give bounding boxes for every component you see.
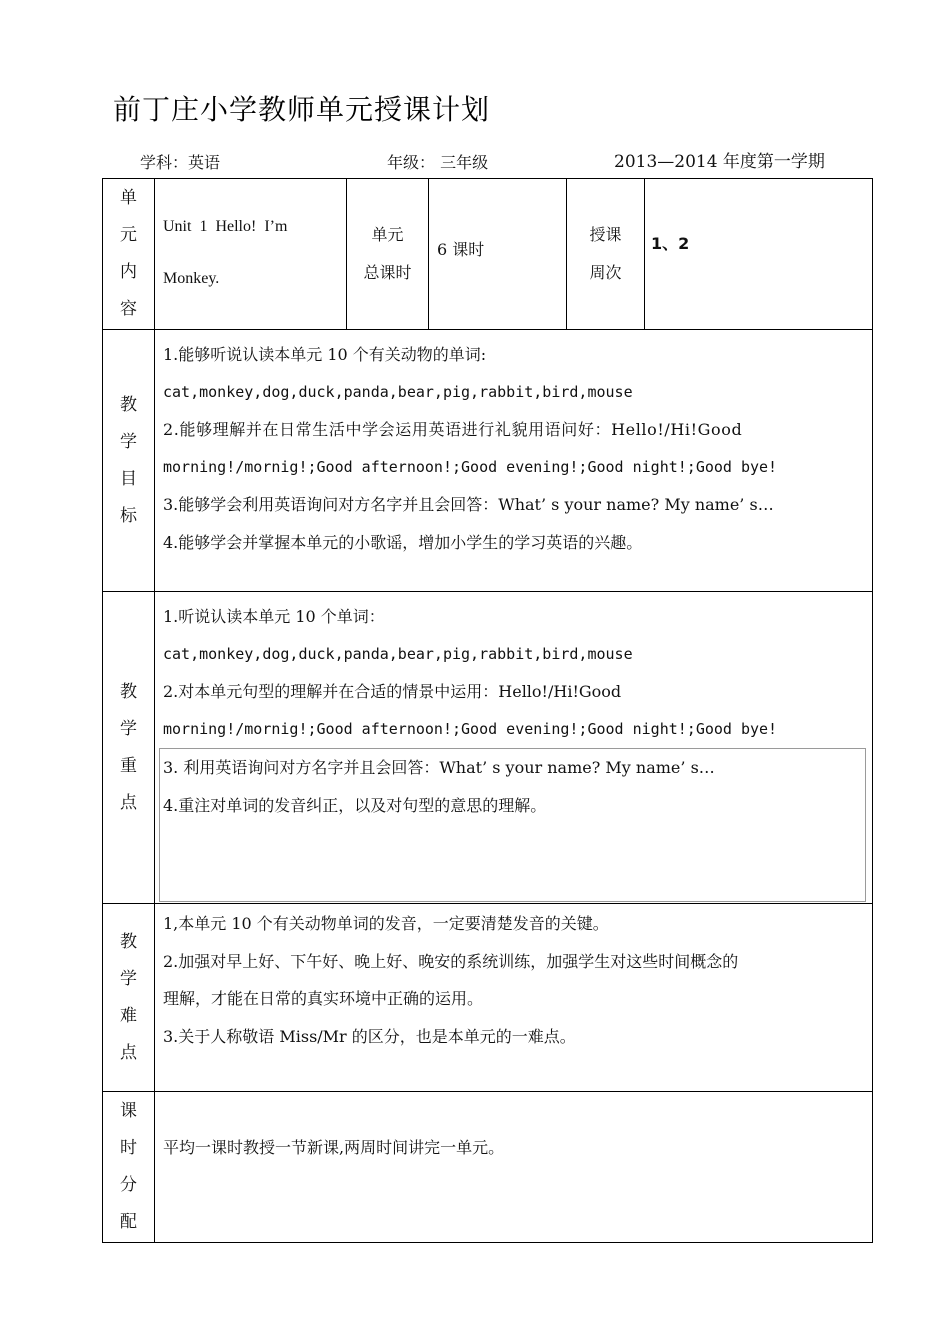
- focus-line: 1.听说认读本单元 10 个单词：: [163, 607, 385, 626]
- focus-content: [155, 592, 873, 904]
- total-hours-label: 单元 总课时: [347, 179, 429, 330]
- difficulty-content: [155, 904, 873, 1092]
- goal-line: 2.能够理解并在日常生活中学会运用英语进行礼貌用语问好：Hello!/Hi!Good: [163, 420, 743, 439]
- focus-line: 3. 利用英语询问对方名字并且会回答：What’ s your name? My name’ s…: [163, 758, 715, 777]
- focus-line: 2.对本单元句型的理解并在合适的情景中运用：Hello!/Hi!Good: [163, 682, 622, 701]
- difficulty-line: 2.加强对早上好、下午好、晚上好、晚安的系统训练，加强学生对这些时间概念的: [163, 951, 739, 971]
- unit-name: Unit 1 Hello! I’m Monkey.: [155, 179, 347, 330]
- term-field: 2013—2014 年度第一学期: [614, 152, 825, 172]
- difficulty-label: 教 学 难 点: [103, 904, 155, 1092]
- goal-line: 4.能够学会并掌握本单元的小歌谣，增加小学生的学习英语的兴趣。: [163, 532, 643, 552]
- unit-row: [103, 179, 873, 330]
- teaching-weeks-value: 1、2: [645, 179, 873, 330]
- focus-row: [103, 592, 873, 904]
- goal-line: 3.能够学会利用英语询问对方名字并且会回答：What’ s your name? My name’ s…: [163, 495, 774, 514]
- focus-label: 教 学 重 点: [103, 592, 155, 904]
- schedule-row: [103, 1092, 873, 1243]
- goal-line: morning!/mornig!;Good afternoon!;Good evening!;Good night!;Good bye!: [163, 457, 778, 476]
- difficulty-line: 1,本单元 10 个有关动物单词的发音，一定要清楚发音的关键。: [163, 914, 609, 933]
- goals-row: [103, 330, 873, 592]
- difficulty-line: 理解，才能在日常的真实环境中正确的运用。: [163, 989, 484, 1008]
- difficulty-row: [103, 904, 873, 1092]
- focus-inner-box: [159, 748, 866, 902]
- subject-field: 学科：英语: [140, 153, 221, 172]
- teaching-weeks-label: 授课 周次: [567, 179, 645, 330]
- goal-line: cat,monkey,dog,duck,panda,bear,pig,rabbit,bird,mouse: [163, 382, 633, 401]
- grade-field: 年级： 三年级: [387, 153, 489, 172]
- schedule-content: [155, 1092, 873, 1243]
- difficulty-line: 3.关于人称敬语 Miss/Mr 的区分，也是本单元的一难点。: [163, 1026, 576, 1046]
- goals-label: 教 学 目 标: [103, 330, 155, 592]
- focus-line: morning!/mornig!;Good afternoon!;Good evening!;Good night!;Good bye!: [163, 719, 778, 738]
- focus-line: 4.重注对单词的发音纠正，以及对句型的意思的理解。: [163, 795, 547, 815]
- schedule-label: 课 时 分 配: [103, 1092, 155, 1243]
- schedule-text: 平均一课时教授一节新课,两周时间讲完一单元。: [163, 1138, 505, 1157]
- goals-content: [155, 330, 873, 592]
- lesson-plan-table: [102, 178, 873, 1243]
- goal-line: 1.能够听说认读本单元 10 个有关动物的单词:: [163, 345, 487, 364]
- page-title: 前丁庄小学教师单元授课计划: [113, 93, 491, 126]
- focus-line: cat,monkey,dog,duck,panda,bear,pig,rabbit,bird,mouse: [163, 644, 633, 663]
- total-hours-value: 6 课时: [429, 179, 567, 330]
- unit-content-label: 单 元 内 容: [103, 179, 155, 330]
